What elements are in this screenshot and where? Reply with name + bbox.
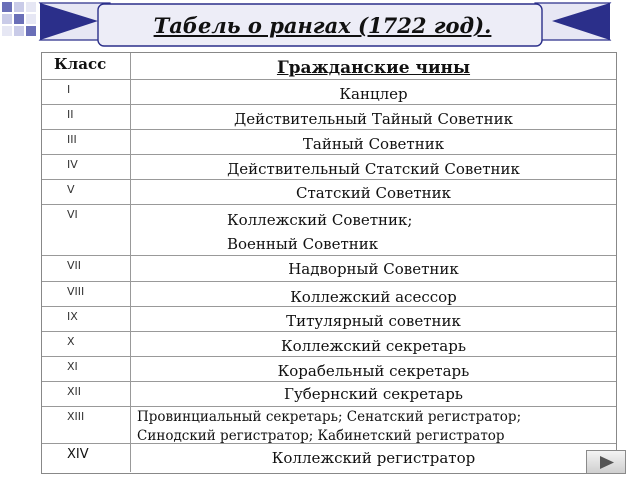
rank-class: XIV <box>42 444 131 472</box>
rank-class: X <box>42 332 131 356</box>
table-row <box>42 444 616 472</box>
table-row <box>42 205 616 256</box>
table-row <box>42 80 616 105</box>
header-civil-ranks: Гражданские чины <box>276 58 471 78</box>
rank-class: VI <box>42 205 131 255</box>
table-row <box>42 407 616 444</box>
rank-title-line: Действительный Статский Советник <box>227 160 520 178</box>
rank-class: VII <box>42 256 131 281</box>
play-triangle-icon <box>600 456 614 469</box>
rank-title-line: Военный Советник <box>227 235 379 253</box>
rank-class: XI <box>42 357 131 381</box>
rank-title <box>131 382 616 406</box>
rank-class: V <box>42 180 131 204</box>
rank-class: XIII <box>42 407 131 443</box>
rank-title <box>131 357 616 381</box>
rank-title <box>131 205 616 255</box>
rank-class: II <box>42 105 131 129</box>
rank-title <box>131 130 616 154</box>
rank-class: VIII <box>42 282 131 306</box>
rank-title <box>131 407 616 443</box>
rank-title-line: Коллежский регистратор <box>271 449 476 467</box>
rank-title-line: Титулярный советник <box>286 312 461 330</box>
rank-title-line: Провинциальный секретарь; Сенатский регистратор; <box>137 409 522 425</box>
table-row <box>42 180 616 205</box>
rank-class: IV <box>42 155 131 179</box>
table-row <box>42 307 616 332</box>
rank-title <box>131 180 616 204</box>
rank-class: XII <box>42 382 131 406</box>
rank-title <box>131 282 616 306</box>
rank-title <box>131 332 616 356</box>
table-row <box>42 256 616 282</box>
rank-class: IX <box>42 307 131 331</box>
next-slide-button[interactable] <box>586 450 626 474</box>
rank-title-line: Тайный Советник <box>302 135 445 153</box>
rank-title-line: Коллежский асессор <box>290 288 457 306</box>
rank-title <box>131 307 616 331</box>
table-header <box>42 53 616 80</box>
table-row <box>42 357 616 382</box>
table-row <box>42 105 616 130</box>
rank-title-line: Губернский секретарь <box>284 385 463 403</box>
table-row <box>42 155 616 180</box>
table-row <box>42 130 616 155</box>
rank-title-line: Корабельный секретарь <box>277 362 470 380</box>
rank-title-line: Коллежский Советник; <box>227 211 413 229</box>
rank-title-line: Синодский регистратор; Кабинетский регистратор <box>137 428 505 444</box>
rank-table <box>41 52 617 474</box>
rank-class: I <box>42 80 131 104</box>
table-row <box>42 282 616 307</box>
rank-title-line: Статский Советник <box>295 184 452 202</box>
rank-class: III <box>42 130 131 154</box>
page-title: Табель о рангах (1722 год). <box>153 13 492 38</box>
rank-title <box>131 80 616 104</box>
rank-title-line: Коллежский секретарь <box>280 337 467 355</box>
header-class: Класс <box>42 53 131 79</box>
rank-title <box>131 256 616 281</box>
rank-title <box>131 444 616 472</box>
rank-title-line: Действительный Тайный Советник <box>234 110 513 128</box>
table-row <box>42 382 616 407</box>
rank-title-line: Надворный Советник <box>288 260 459 278</box>
rank-title-line: Канцлер <box>339 85 408 103</box>
rank-title <box>131 155 616 179</box>
table-row <box>42 332 616 357</box>
rank-title <box>131 105 616 129</box>
